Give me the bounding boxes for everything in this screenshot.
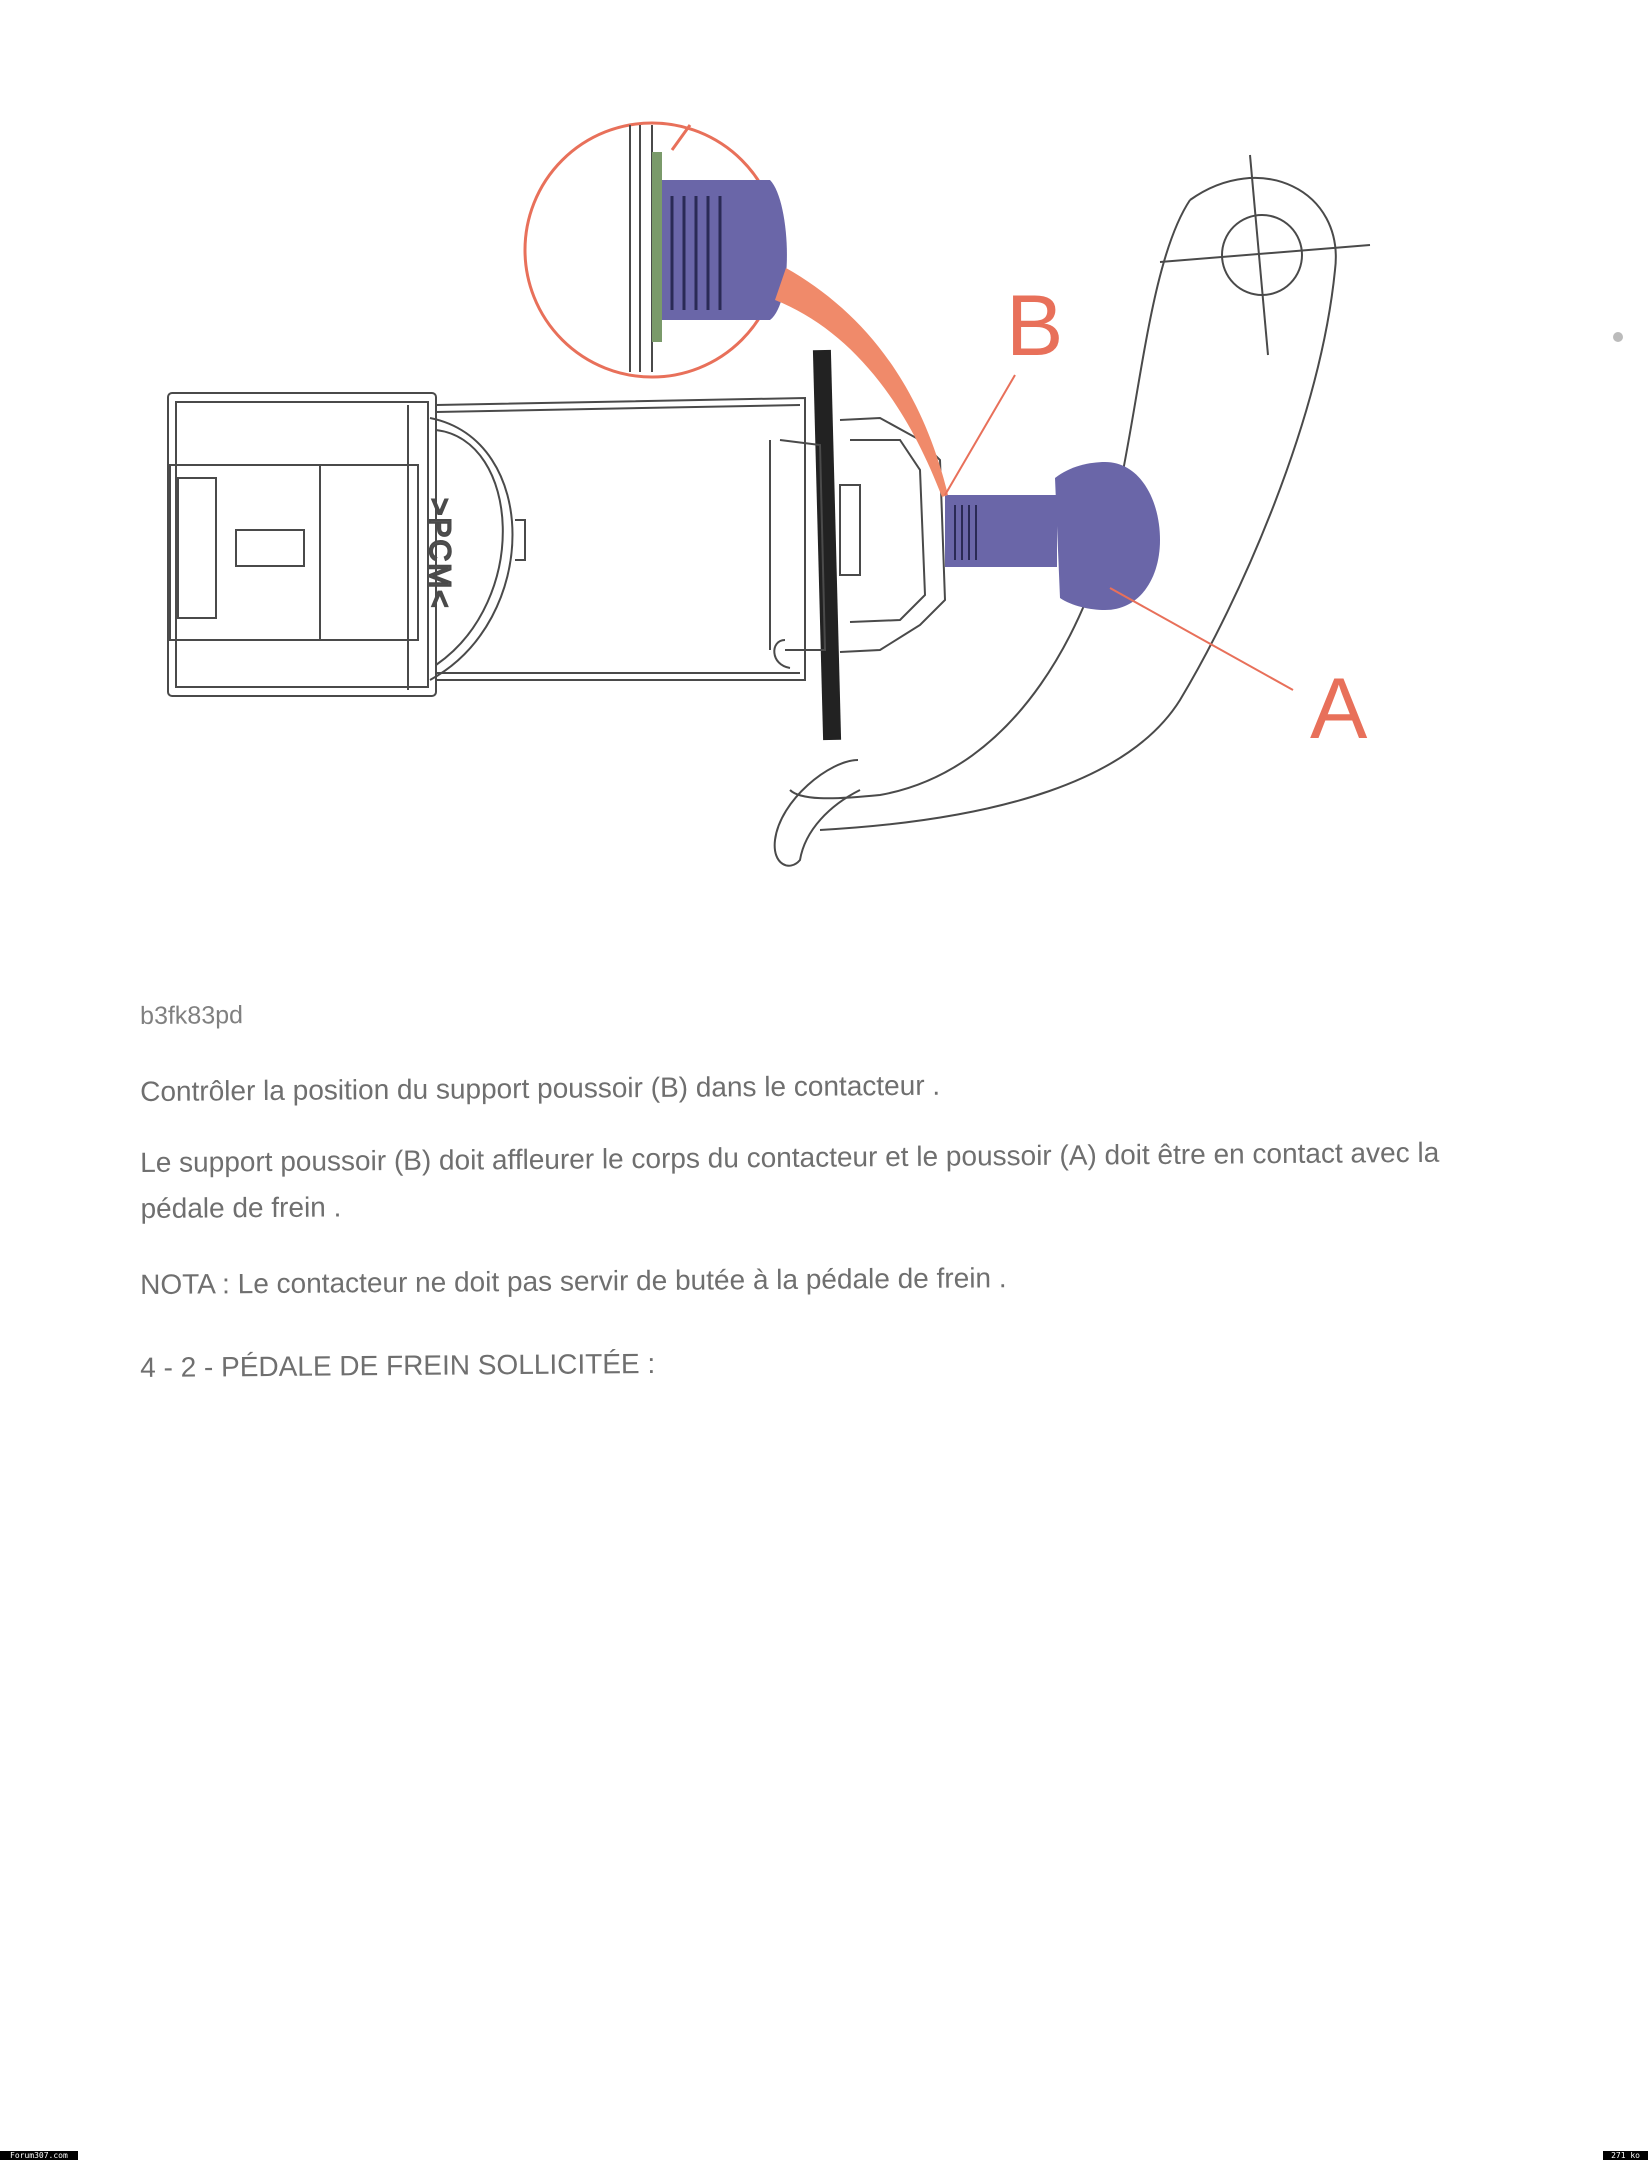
callout-b-leader — [945, 375, 1015, 495]
paragraph-flush-requirement: Le support poussoir (B) doit affleurer le corps du contacteur et le poussoir (A) doit être en contact avec la pédale de frein . — [140, 1136, 1440, 1224]
connector-housing — [168, 393, 513, 696]
switch-nose — [774, 418, 945, 668]
pusher-support-b — [945, 495, 1057, 567]
section-heading: 4 - 2 - PÉDALE DE FREIN SOLLICITÉE : — [140, 1347, 656, 1383]
footer-site-label: Forum307.com — [0, 2151, 78, 2160]
pcm-label: >PCM< — [423, 498, 456, 610]
magnified-inset — [525, 123, 787, 377]
footer-size-label: 271 ko — [1603, 2151, 1648, 2160]
pusher-a — [1055, 462, 1160, 610]
reference-code: b3fk83pd — [140, 1001, 244, 1030]
callout-b: B — [1006, 278, 1064, 374]
mounting-plate — [813, 350, 841, 740]
paragraph-nota: NOTA : Le contacteur ne doit pas servir de butée à la pédale de frein . — [140, 1262, 1007, 1300]
callout-a: A — [1310, 661, 1368, 757]
switch-body — [436, 398, 805, 680]
scan-speckle — [1613, 332, 1623, 342]
magnification-beam — [775, 268, 948, 497]
brake-switch-diagram — [0, 0, 1648, 900]
diagram-svg — [0, 0, 1648, 900]
paragraph-check-position: Contrôler la position du support poussoir (B) dans le contacteur . — [140, 1069, 941, 1107]
callout-a-leader — [1110, 588, 1293, 690]
